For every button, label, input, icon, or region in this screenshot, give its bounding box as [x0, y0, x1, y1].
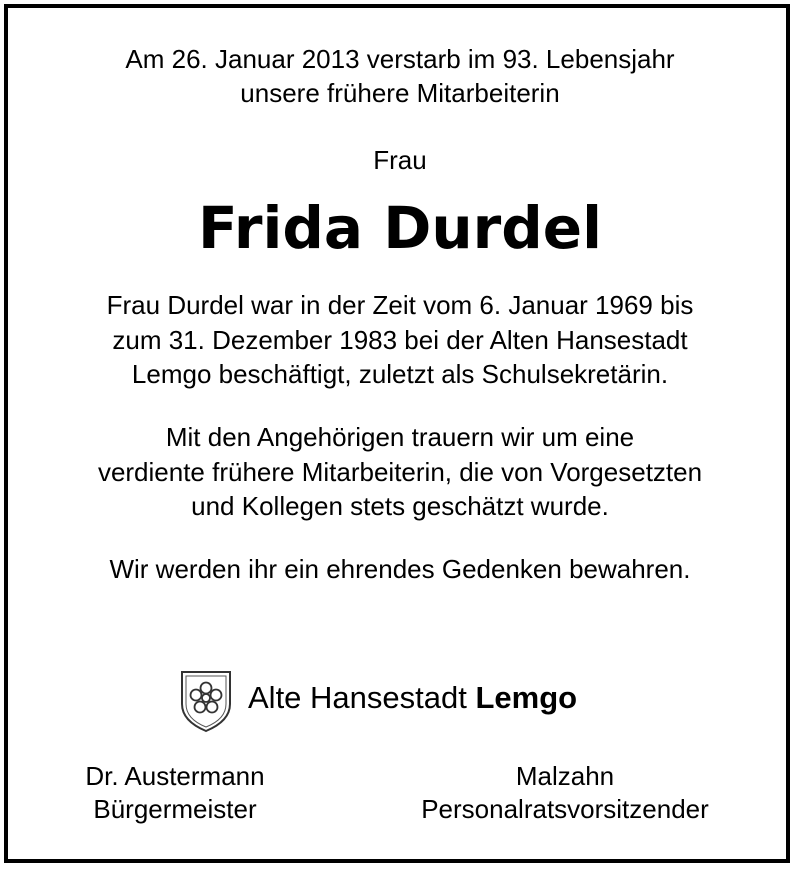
deceased-name: Frida Durdel: [197, 194, 603, 262]
salutation: Frau: [373, 145, 427, 175]
signature-left-name: Dr. Austermann: [85, 761, 265, 791]
employment-line-2: zum 31. Dezember 1983 bei der Alten Hansestadt: [112, 325, 688, 355]
mourning-line-3: und Kollegen stets geschätzt wurde.: [191, 491, 609, 521]
signature-right-title: Personalratsvorsitzender: [421, 794, 709, 824]
logo-text-bold: Lemgo: [475, 680, 578, 715]
employment-line-3: Lemgo beschäftigt, zuletzt als Schulsekretärin.: [131, 359, 669, 389]
city-logo: [178, 668, 638, 734]
signature-right-name: Malzahn: [515, 761, 615, 791]
logo-text-regular: Alte Hansestadt: [248, 680, 476, 715]
mourning-line-2: verdiente frühere Mitarbeiterin, die von Vorgesetzten: [97, 457, 703, 487]
intro-line-1: Am 26. Januar 2013 verstarb im 93. Lebensjahr: [125, 44, 675, 74]
employment-line-1: Frau Durdel war in der Zeit vom 6. Januar 1969 bis: [106, 290, 694, 320]
city-logo-text: [248, 678, 577, 718]
closing-line: Wir werden ihr ein ehrendes Gedenken bewahren.: [109, 554, 691, 584]
signature-left-title: Bürgermeister: [93, 794, 257, 824]
intro-line-2: unsere frühere Mitarbeiterin: [240, 78, 560, 108]
mourning-line-1: Mit den Angehörigen trauern wir um eine: [165, 422, 635, 452]
rose-crest-icon: [178, 668, 234, 734]
